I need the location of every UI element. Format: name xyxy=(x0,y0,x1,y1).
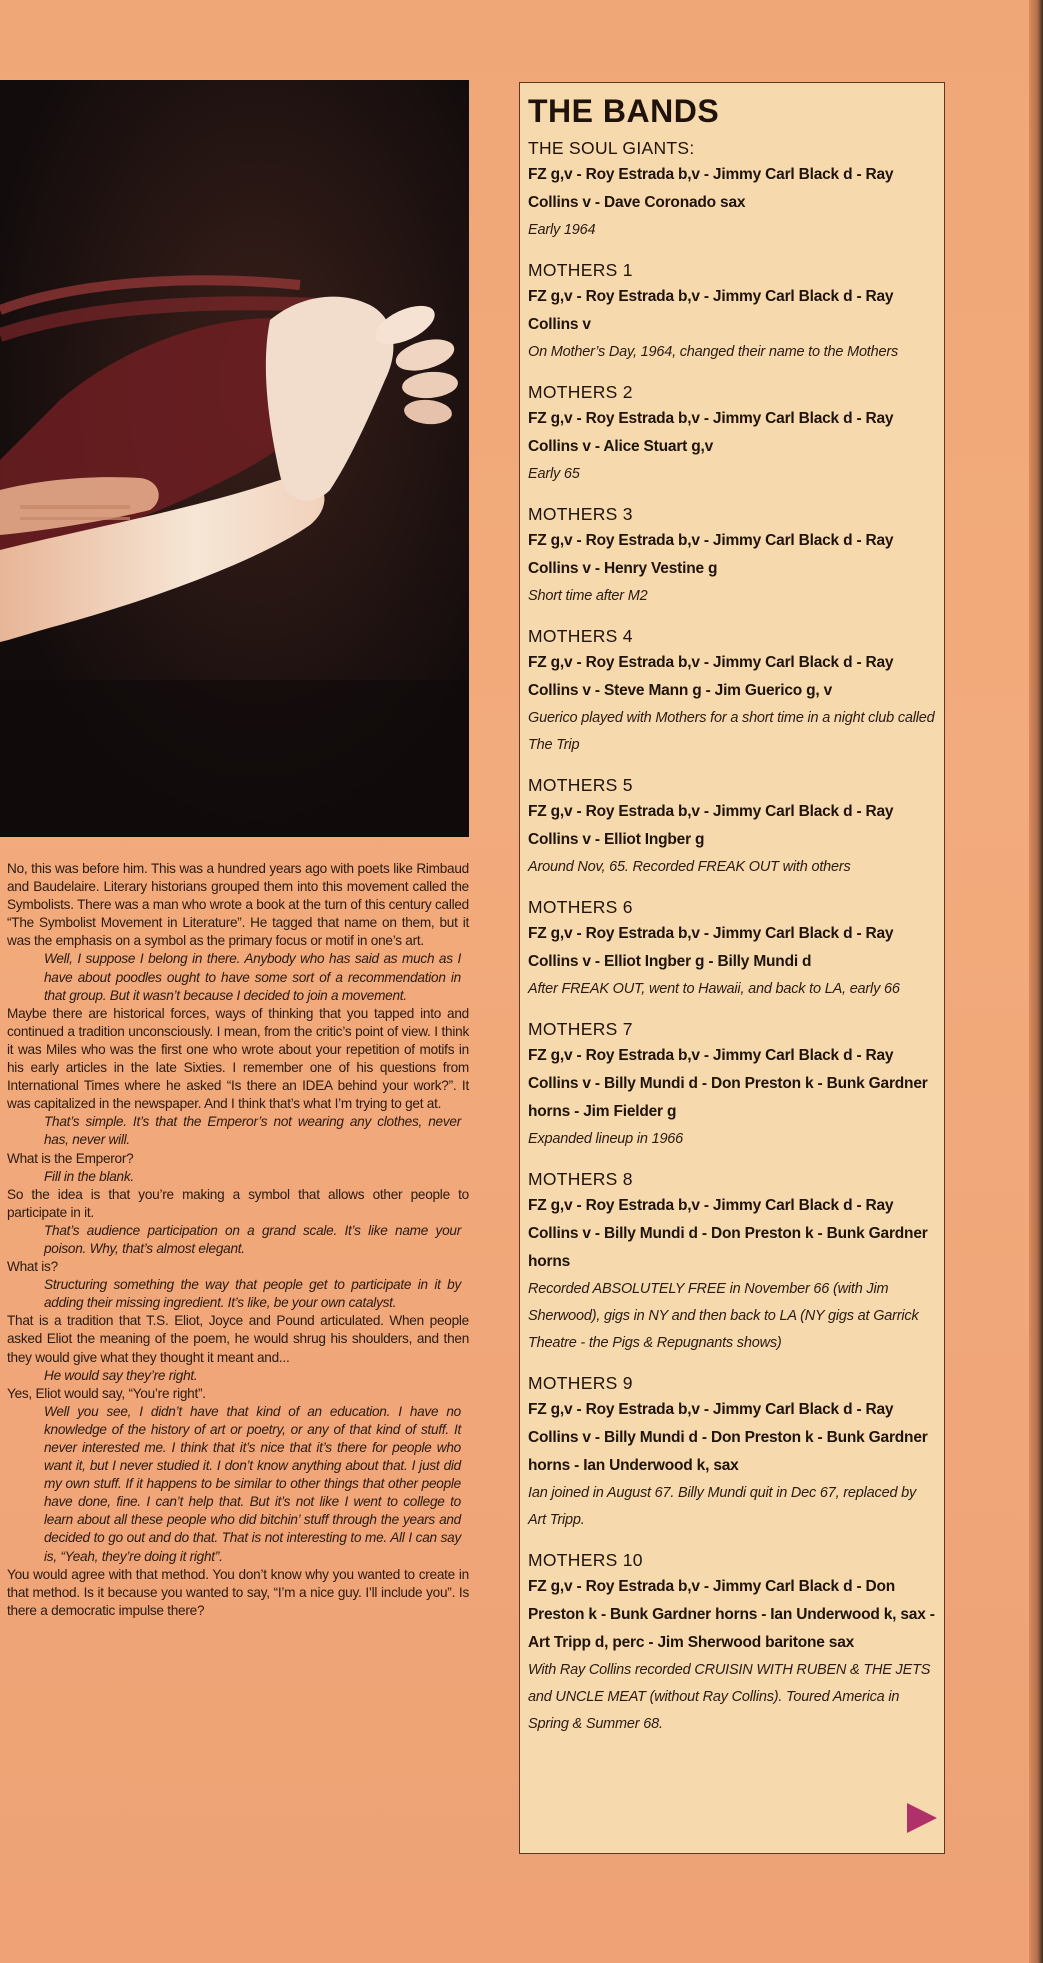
band-name: MOTHERS 9 xyxy=(528,1373,633,1393)
band-lineup: FZ g,v - Roy Estrada b,v - Jimmy Carl Black d - Ray Collins v - Billy Mundi d - Don Preston k - Bunk Gardner horns - Ian Underwood k, sax xyxy=(528,1401,928,1474)
band-lineup: FZ g,v - Roy Estrada b,v - Jimmy Carl Black d - Ray Collins v - Billy Mundi d - Don Preston k - Bunk Gardner horns - Jim Fielder g xyxy=(528,1047,928,1120)
band-note: Early 1964 xyxy=(528,222,596,238)
band-lineup: FZ g,v - Roy Estrada b,v - Jimmy Carl Black d - Ray Collins v - Billy Mundi d - Don Preston k - Bunk Gardner horns xyxy=(528,1197,928,1270)
question-paragraph: That is a tradition that T.S. Eliot, Joyce and Pound articulated. When people asked Eliot the meaning of the poem, he would shrug his shoulders, and then they would give what they thought it meant and... xyxy=(7,1313,469,1365)
band-entry xyxy=(528,1370,936,1534)
question-paragraph: You would agree with that method. You don’t know why you wanted to create in that method. Is it because you wanted to say, “I’m a nice guy. I’ll include you”. Is there a democratic impulse there? xyxy=(7,1566,469,1618)
band-entry xyxy=(528,379,936,488)
band-name: MOTHERS 8 xyxy=(528,1169,633,1189)
answer-paragraph: Well you see, I didn’t have that kind of an education. I have no knowledge of the history of art or poetry, or any of that kind of stuff. It never interested me. I think that it’s nice that it’s there for people who want it, but I never studied it. I don’t know anything about that. I just did my own stuff. If it happens to be similar to other things that other people have done, fine. I can’t help that. But it’s not like I went to college to learn about all these people who did bitchin’ stuff through the years and decided to go out and do that. That is not interesting to me. All I can say is, “Yeah, they’re doing it right”. xyxy=(44,1403,461,1564)
band-lineup: FZ g,v - Roy Estrada b,v - Jimmy Carl Black d - Ray Collins v - Henry Vestine g xyxy=(528,532,894,577)
question-paragraph: Maybe there are historical forces, ways of thinking that you tapped into and continued a tradition unconsciously. I mean, from the critic’s point of view. I think it was Miles who was the first one who wrote about your repetition of motifs in his early articles in the late Sixties. I remember one of his questions from International Times where he asked “Is there an IDEA behind your work?”. It was capitalized in the newspaper. And I think that’s what I’m trying to get at. xyxy=(7,1005,469,1112)
band-lineup: FZ g,v - Roy Estrada b,v - Jimmy Carl Black d - Don Preston k - Bunk Gardner horns - Ian Underwood k, sax - Art Tripp d, perc - Jim Sherwood baritone sax xyxy=(528,1578,935,1651)
guitar-photo xyxy=(0,80,469,837)
question-paragraph: So the idea is that you’re making a symbol that allows other people to participate in it. xyxy=(7,1186,469,1220)
band-name: MOTHERS 7 xyxy=(528,1019,633,1039)
band-name: THE SOUL GIANTS: xyxy=(528,138,695,158)
question-paragraph: What is the Emperor? xyxy=(7,1150,134,1166)
band-entry xyxy=(528,772,936,881)
band-lineup: FZ g,v - Roy Estrada b,v - Jimmy Carl Black d - Ray Collins v - Steve Mann g - Jim Guerico g, v xyxy=(528,654,894,699)
band-name: MOTHERS 1 xyxy=(528,260,633,280)
band-note: With Ray Collins recorded CRUISIN WITH RUBEN & THE JETS and UNCLE MEAT (without Ray Collins). Toured America in Spring & Summer 68. xyxy=(528,1662,931,1732)
band-name: MOTHERS 6 xyxy=(528,897,633,917)
question-paragraph: Yes, Eliot would say, “You’re right”. xyxy=(7,1385,206,1401)
band-list xyxy=(528,135,936,1738)
answer-paragraph: Well, I suppose I belong in there. Anybody who has said as much as I have about poodles ought to have some sort of a recommendation in that group. But it wasn’t because I decided to join a movement. xyxy=(44,951,461,1003)
band-note: Expanded lineup in 1966 xyxy=(528,1131,684,1147)
band-note: Recorded ABSOLUTELY FREE in November 66 (with Jim Sherwood), gigs in NY and then back to LA (NY gigs at Garrick Theatre - the Pigs & Repugnants shows) xyxy=(528,1281,919,1351)
band-entry xyxy=(528,501,936,610)
band-note: After FREAK OUT, went to Hawaii, and back to LA, early 66 xyxy=(528,981,900,997)
answer-paragraph: That’s simple. It’s that the Emperor’s not wearing any clothes, never has, never will. xyxy=(44,1114,461,1148)
band-entry xyxy=(528,257,936,366)
band-entry xyxy=(528,135,936,244)
bands-title: THE BANDS xyxy=(528,93,720,129)
answer-paragraph: That’s audience participation on a grand scale. It’s like name your poison. Why, that’s almost elegant. xyxy=(44,1222,461,1256)
bands-box xyxy=(519,82,945,1854)
band-lineup: FZ g,v - Roy Estrada b,v - Jimmy Carl Black d - Ray Collins v - Elliot Ingber g - Billy Mundi d xyxy=(528,925,894,970)
question-paragraph: No, this was before him. This was a hundred years ago with poets like Rimbaud and Baudelaire. Literary historians grouped them into this movement called the Symbolists. There was a man who wrote a book at the turn of this century called “The Symbolist Movement in Literature”. He tagged that name on them, but it was the emphasis on a symbol as the primary focus or motif in one’s art. xyxy=(7,861,469,949)
band-entry xyxy=(528,1016,936,1153)
band-entry xyxy=(528,1547,936,1738)
band-note: Short time after M2 xyxy=(528,588,648,604)
band-entry xyxy=(528,623,936,759)
answer-paragraph: He would say they’re right. xyxy=(44,1367,198,1383)
band-name: MOTHERS 4 xyxy=(528,626,633,646)
band-note: Guerico played with Mothers for a short time in a night club called The Trip xyxy=(528,710,935,753)
band-name: MOTHERS 5 xyxy=(528,775,633,795)
band-note: Early 65 xyxy=(528,466,580,482)
band-name: MOTHERS 10 xyxy=(528,1550,643,1570)
question-paragraph: What is? xyxy=(7,1259,58,1275)
band-note: On Mother’s Day, 1964, changed their name to the Mothers xyxy=(528,344,899,360)
band-entry xyxy=(528,1166,936,1357)
band-note: Around Nov, 65. Recorded FREAK OUT with others xyxy=(528,859,851,875)
band-lineup: FZ g,v - Roy Estrada b,v - Jimmy Carl Black d - Ray Collins v - Elliot Ingber g xyxy=(528,803,894,848)
band-entry xyxy=(528,894,936,1003)
band-lineup: FZ g,v - Roy Estrada b,v - Jimmy Carl Black d - Ray Collins v - Alice Stuart g,v xyxy=(528,410,894,455)
band-lineup: FZ g,v - Roy Estrada b,v - Jimmy Carl Black d - Ray Collins v - Dave Coronado sax xyxy=(528,166,894,211)
page-edge xyxy=(1029,0,1043,1963)
answer-paragraph: Structuring something the way that people get to participate in it by adding their missing ingredient. It’s like, be your own catalyst. xyxy=(44,1277,461,1311)
answer-paragraph: Fill in the blank. xyxy=(44,1168,134,1184)
band-name: MOTHERS 2 xyxy=(528,382,633,402)
band-name: MOTHERS 3 xyxy=(528,504,633,524)
band-lineup: FZ g,v - Roy Estrada b,v - Jimmy Carl Black d - Ray Collins v xyxy=(528,288,894,333)
next-page-arrow-icon xyxy=(907,1803,937,1833)
band-note: Ian joined in August 67. Billy Mundi quit in Dec 67, replaced by Art Tripp. xyxy=(528,1485,917,1528)
interview-text xyxy=(7,860,469,1620)
